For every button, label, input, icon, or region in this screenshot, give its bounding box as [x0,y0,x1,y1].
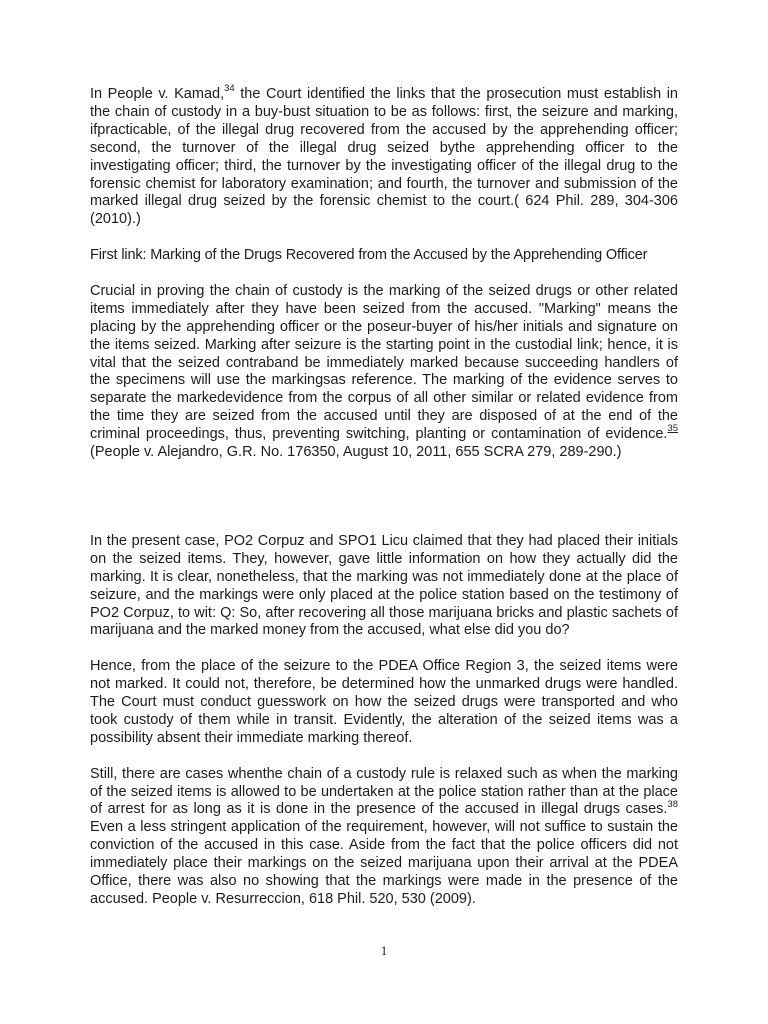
paragraph-text: In People v. Kamad, [90,86,225,102]
paragraph-text: Even a less stringent application of the requirement, however, will not suffice to sustain the conviction of the accused in this case. Aside from the fact that the police officers did not immediately place their markings on the seized marijuana upon their arrival at the PDEA Office, there was also no showing that the markings were made in the presence of the accused. People v. Resurreccion, 618 Phil. 520, 530 (2009). [90,819,678,907]
paragraph-text: (People v. Alejandro, G.R. No. 176350, August 10, 2011, 655 SCRA 279, 289-290.) [90,444,622,461]
paragraph-kamad [90,83,678,229]
paragraph-text: Still, there are cases whenthe chain of a custody rule is relaxed such as when the marking of the seized items is allowed to be undertaken at the police station rather than at the place of arrest for as long as it is done in the presence of the accused in illegal drugs cases. [90,765,678,818]
section-heading: First link: Marking of the Drugs Recovered from the Accused by the Apprehending Officer [90,247,648,264]
paragraph-still [90,766,678,909]
paragraph-text: Crucial in proving the chain of custody is the marking of the seized drugs or other related items immediately after they have been seized from the accused. "Marking" means the placing by the apprehending officer or the poseur-buyer of his/her initials and signature on the items seized. Marking after seizure is the starting point in the custodial link; hence, it is vital that the seized contraband be immediately marked because succeeding handlers of the specimens will use the markingsas reference. The marking of the evidence serves to separate the markedevidence from the corpus of all other similar or related evidence from the time they are seized from the accused until they are disposed of at the end of the criminal proceedings, thus, preventing switching, planting or contamination of evidence. [90,282,678,443]
paragraph-text: the Court identified the links that the prosecution must establish in the chain of custody in a buy-bust situation to be as follows: first, the seizure and marking, ifpracticable, of the illegal drug recovered from the accused by the apprehending officer; second, the turnover of the illegal drug seized bythe apprehending officer to the investigating officer; third, the turnover by the investigating officer of the illegal drug to the forensic chemist for laboratory examination; and fourth, the turnover and submission of the marked illegal drug seized by the forensic chemist to the court.( 624 Phil. 289, 304-306 (2010).) [90,86,678,228]
paragraph-present-case: In the present case, PO2 Corpuz and SPO1 Licu claimed that they had placed their initials on the seized items. They, however, gave little information on how they actually did the marking. It is clear, nonetheless, that the marking was not immediately done at the place of seizure, and the markings were only placed at the police station based on the testimony of PO2 Corpuz, to wit: Q: So, after recovering all those marijuana bricks and plastic sachets of marijuana and the marked money from the accused, what else did you do? [90,532,678,639]
paragraph-marking [90,283,678,462]
page-number: 1 [380,943,388,958]
spacer [90,480,678,533]
document-page [90,83,678,927]
paragraph-hence: Hence, from the place of the seizure to the PDEA Office Region 3, the seized items were not marked. It could not, therefore, be determined how the unmarked drugs were handled. The Court must conduct guesswork on how the seized drugs were transported and who took custody of them while in transit. Evidently, the alteration of the seized items was a possibility absent their immediate marking thereof. [90,658,678,746]
footnote-ref-38: 38 [667,798,678,810]
footnote-ref-34: 34 [224,83,235,95]
footnote-ref-35: 35 [667,423,678,435]
